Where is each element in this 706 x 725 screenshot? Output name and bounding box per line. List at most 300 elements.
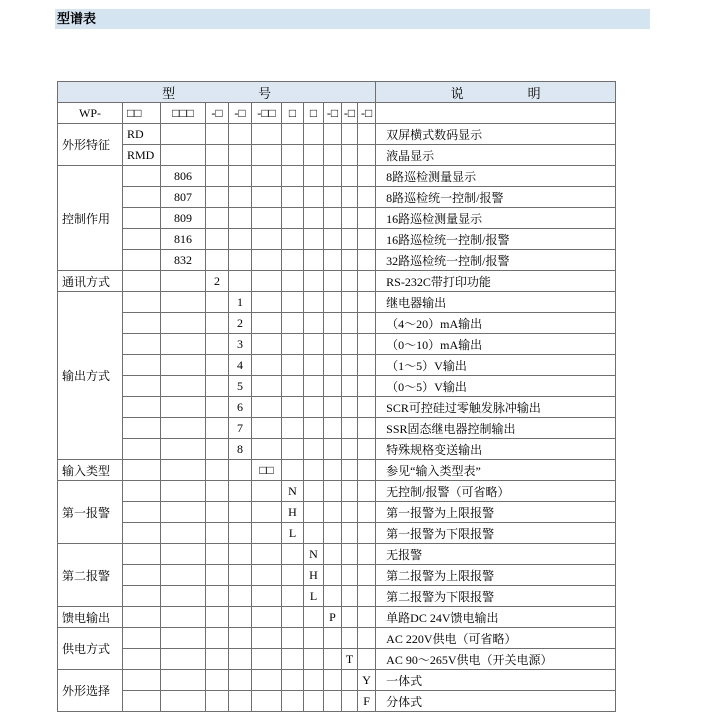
table-row — [58, 565, 616, 586]
code-cell: T — [342, 649, 358, 670]
code-cell — [282, 439, 304, 460]
code-cell — [304, 418, 324, 439]
description-cell: 无报警 — [376, 544, 616, 565]
table-row — [58, 418, 616, 439]
code-cell — [229, 586, 252, 607]
category-cell: 供电方式 — [58, 628, 123, 670]
code-cell — [252, 586, 282, 607]
page-title-bar — [55, 9, 650, 29]
code-cell — [282, 670, 304, 691]
code-cell — [342, 376, 358, 397]
table-row — [58, 166, 616, 187]
code-cell — [324, 145, 342, 166]
code-cell — [161, 313, 206, 334]
table-row — [58, 691, 616, 712]
code-cell — [252, 481, 282, 502]
code-cell — [358, 418, 376, 439]
description-cell: 第二报警为下限报警 — [376, 586, 616, 607]
code-cell — [252, 250, 282, 271]
code-cell — [358, 292, 376, 313]
code-cell — [161, 628, 206, 649]
table-row — [58, 376, 616, 397]
code-cell — [324, 229, 342, 250]
code-cell — [252, 166, 282, 187]
code-cell — [123, 439, 161, 460]
code-cell — [342, 565, 358, 586]
table-row — [58, 145, 616, 166]
code-cell — [161, 376, 206, 397]
code-cell — [161, 691, 206, 712]
code-cell — [342, 334, 358, 355]
code-cell — [161, 481, 206, 502]
code-cell: RD — [123, 124, 161, 145]
code-cell — [324, 250, 342, 271]
code-cell — [304, 187, 324, 208]
code-cell — [123, 649, 161, 670]
code-cell: 806 — [161, 166, 206, 187]
code-cell — [206, 565, 229, 586]
code-cell — [206, 544, 229, 565]
code-cell — [229, 124, 252, 145]
model-code-box-cell: -□ — [358, 103, 376, 124]
code-cell — [358, 649, 376, 670]
code-cell — [304, 460, 324, 481]
code-cell — [282, 124, 304, 145]
code-cell — [229, 166, 252, 187]
model-code-box-cell: -□ — [229, 103, 252, 124]
code-cell — [304, 523, 324, 544]
code-cell: H — [282, 502, 304, 523]
table-row — [58, 460, 616, 481]
description-cell: 液晶显示 — [376, 145, 616, 166]
code-cell — [229, 460, 252, 481]
code-cell — [206, 586, 229, 607]
code-cell — [304, 271, 324, 292]
code-cell — [304, 691, 324, 712]
code-cell: P — [324, 607, 342, 628]
code-cell — [206, 439, 229, 460]
description-cell: 第一报警为上限报警 — [376, 502, 616, 523]
description-cell: AC 90～265V供电（开关电源） — [376, 649, 616, 670]
code-cell — [229, 187, 252, 208]
table-row — [58, 670, 616, 691]
code-cell — [161, 460, 206, 481]
code-cell: L — [304, 586, 324, 607]
description-cell: AC 220V供电（可省略） — [376, 628, 616, 649]
code-cell — [324, 397, 342, 418]
code-cell — [123, 607, 161, 628]
code-cell — [304, 670, 324, 691]
code-cell — [282, 145, 304, 166]
code-cell: N — [282, 481, 304, 502]
code-cell — [252, 208, 282, 229]
code-cell — [282, 586, 304, 607]
code-cell — [123, 418, 161, 439]
code-cell — [252, 649, 282, 670]
code-cell — [282, 628, 304, 649]
code-cell — [206, 670, 229, 691]
table-row — [58, 628, 616, 649]
code-cell — [358, 439, 376, 460]
code-cell — [282, 229, 304, 250]
code-cell — [161, 124, 206, 145]
code-cell — [324, 544, 342, 565]
code-cell — [358, 481, 376, 502]
code-cell — [161, 439, 206, 460]
code-cell — [358, 544, 376, 565]
table-row — [58, 481, 616, 502]
code-cell — [123, 187, 161, 208]
code-cell — [161, 271, 206, 292]
code-cell — [282, 649, 304, 670]
code-cell — [358, 145, 376, 166]
description-cell: 继电器输出 — [376, 292, 616, 313]
description-cell: （4～20）mA输出 — [376, 313, 616, 334]
model-code-box-cell: -□ — [324, 103, 342, 124]
model-code-box-cell: -□ — [342, 103, 358, 124]
code-cell — [123, 292, 161, 313]
model-code-row — [58, 103, 616, 124]
code-cell — [282, 460, 304, 481]
code-cell — [324, 376, 342, 397]
code-cell — [252, 418, 282, 439]
table-row — [58, 334, 616, 355]
code-cell — [252, 229, 282, 250]
code-cell: 2 — [229, 313, 252, 334]
code-cell — [324, 460, 342, 481]
code-cell — [229, 628, 252, 649]
code-cell — [358, 229, 376, 250]
code-cell — [282, 250, 304, 271]
code-cell — [324, 334, 342, 355]
model-code-box-cell: -□ — [206, 103, 229, 124]
code-cell — [304, 355, 324, 376]
code-cell — [358, 334, 376, 355]
code-cell — [252, 544, 282, 565]
code-cell: 809 — [161, 208, 206, 229]
code-cell — [342, 145, 358, 166]
code-cell — [304, 250, 324, 271]
description-cell: 一体式 — [376, 670, 616, 691]
code-cell: 8 — [229, 439, 252, 460]
code-cell: 832 — [161, 250, 206, 271]
code-cell: 5 — [229, 376, 252, 397]
description-cell: 第一报警为下限报警 — [376, 523, 616, 544]
code-cell — [282, 397, 304, 418]
table-row — [58, 313, 616, 334]
code-cell — [161, 670, 206, 691]
code-cell — [229, 145, 252, 166]
code-cell — [304, 649, 324, 670]
category-cell: 输入类型 — [58, 460, 123, 481]
code-cell — [252, 628, 282, 649]
code-cell — [206, 523, 229, 544]
description-cell: 参见“输入类型表” — [376, 460, 616, 481]
code-cell — [304, 439, 324, 460]
model-prefix-cell: WP- — [58, 103, 123, 124]
code-cell — [229, 481, 252, 502]
code-cell — [206, 166, 229, 187]
code-cell — [342, 313, 358, 334]
code-cell — [324, 124, 342, 145]
table-row — [58, 397, 616, 418]
code-cell — [161, 607, 206, 628]
code-cell — [282, 565, 304, 586]
code-cell — [229, 691, 252, 712]
code-cell: Y — [358, 670, 376, 691]
code-cell — [229, 271, 252, 292]
code-cell — [358, 586, 376, 607]
code-cell — [342, 250, 358, 271]
code-cell — [229, 649, 252, 670]
code-cell — [229, 670, 252, 691]
description-cell: SSR固态继电器控制输出 — [376, 418, 616, 439]
code-cell: 7 — [229, 418, 252, 439]
code-cell — [342, 481, 358, 502]
code-cell — [123, 208, 161, 229]
code-cell — [342, 628, 358, 649]
code-cell: 3 — [229, 334, 252, 355]
code-cell — [123, 586, 161, 607]
code-cell — [252, 187, 282, 208]
code-cell — [229, 523, 252, 544]
code-cell — [123, 460, 161, 481]
table-row — [58, 208, 616, 229]
code-cell — [229, 250, 252, 271]
category-cell: 控制作用 — [58, 166, 123, 271]
code-cell — [358, 313, 376, 334]
code-cell — [358, 208, 376, 229]
code-cell — [324, 649, 342, 670]
code-cell — [324, 292, 342, 313]
description-cell: 16路巡检测量显示 — [376, 208, 616, 229]
code-cell — [342, 460, 358, 481]
code-cell — [123, 271, 161, 292]
code-cell: L — [282, 523, 304, 544]
code-cell — [206, 649, 229, 670]
code-cell — [342, 229, 358, 250]
table-row — [58, 271, 616, 292]
code-cell: N — [304, 544, 324, 565]
code-cell — [123, 250, 161, 271]
code-cell — [161, 355, 206, 376]
code-cell — [358, 166, 376, 187]
code-cell — [358, 250, 376, 271]
model-code-box-cell: □ — [304, 103, 324, 124]
code-cell — [229, 229, 252, 250]
table-row — [58, 250, 616, 271]
model-number-header: 型号 — [58, 82, 376, 103]
code-cell — [206, 460, 229, 481]
code-cell — [324, 208, 342, 229]
code-cell — [206, 502, 229, 523]
code-cell — [342, 292, 358, 313]
code-cell — [342, 502, 358, 523]
code-cell — [123, 376, 161, 397]
code-cell — [282, 355, 304, 376]
code-cell — [206, 124, 229, 145]
table-row — [58, 124, 616, 145]
code-cell — [324, 166, 342, 187]
code-cell — [358, 124, 376, 145]
code-cell — [206, 355, 229, 376]
code-cell — [123, 670, 161, 691]
code-cell — [304, 145, 324, 166]
category-cell: 外形选择 — [58, 670, 123, 712]
code-cell — [206, 607, 229, 628]
code-cell — [252, 523, 282, 544]
code-cell: H — [304, 565, 324, 586]
code-cell — [342, 586, 358, 607]
code-cell — [161, 418, 206, 439]
category-cell: 通讯方式 — [58, 271, 123, 292]
code-cell — [206, 292, 229, 313]
code-cell — [229, 502, 252, 523]
description-cell: 单路DC 24V馈电输出 — [376, 607, 616, 628]
table-row — [58, 355, 616, 376]
description-cell: 32路巡检统一控制/报警 — [376, 250, 616, 271]
code-cell: □□ — [252, 460, 282, 481]
code-cell — [123, 628, 161, 649]
code-cell — [358, 502, 376, 523]
code-cell — [252, 565, 282, 586]
code-cell — [252, 439, 282, 460]
code-cell — [123, 355, 161, 376]
code-cell — [304, 502, 324, 523]
table-row — [58, 544, 616, 565]
code-cell — [358, 523, 376, 544]
category-cell: 馈电输出 — [58, 607, 123, 628]
code-cell — [282, 292, 304, 313]
code-cell — [229, 544, 252, 565]
code-cell — [342, 166, 358, 187]
code-cell — [282, 691, 304, 712]
code-cell — [252, 691, 282, 712]
code-cell — [123, 502, 161, 523]
code-cell — [358, 271, 376, 292]
description-cell: （0～5）V输出 — [376, 376, 616, 397]
category-cell: 外形特征 — [58, 124, 123, 166]
code-cell — [123, 565, 161, 586]
description-cell: （0～10）mA输出 — [376, 334, 616, 355]
description-cell: RS-232C带打印功能 — [376, 271, 616, 292]
code-cell — [282, 271, 304, 292]
code-cell — [252, 334, 282, 355]
code-cell — [304, 166, 324, 187]
code-cell — [161, 586, 206, 607]
code-cell — [206, 187, 229, 208]
code-cell — [342, 691, 358, 712]
code-cell — [123, 313, 161, 334]
code-cell — [161, 565, 206, 586]
table-row — [58, 607, 616, 628]
code-cell — [252, 355, 282, 376]
code-cell — [304, 397, 324, 418]
page-title: 型谱表 — [57, 11, 97, 26]
description-cell — [376, 103, 616, 124]
description-cell: 8路巡检统一控制/报警 — [376, 187, 616, 208]
code-cell — [206, 334, 229, 355]
code-cell — [161, 502, 206, 523]
code-cell — [342, 397, 358, 418]
code-cell — [324, 187, 342, 208]
table-row — [58, 439, 616, 460]
category-cell: 第二报警 — [58, 544, 123, 607]
table-row — [58, 649, 616, 670]
description-cell: 16路巡检统一控制/报警 — [376, 229, 616, 250]
code-cell — [342, 607, 358, 628]
code-cell — [206, 208, 229, 229]
code-cell — [324, 523, 342, 544]
code-cell — [342, 418, 358, 439]
code-cell — [206, 376, 229, 397]
code-cell — [324, 271, 342, 292]
description-cell: 8路巡检测量显示 — [376, 166, 616, 187]
code-cell — [123, 229, 161, 250]
code-cell — [358, 607, 376, 628]
code-cell — [304, 208, 324, 229]
description-cell: SCR可控硅过零触发脉冲输出 — [376, 397, 616, 418]
code-cell — [304, 313, 324, 334]
code-cell — [304, 334, 324, 355]
code-cell — [304, 229, 324, 250]
code-cell — [252, 271, 282, 292]
description-cell: （1～5）V输出 — [376, 355, 616, 376]
code-cell — [161, 292, 206, 313]
description-cell: 特殊规格变送输出 — [376, 439, 616, 460]
code-cell — [358, 460, 376, 481]
code-cell — [324, 628, 342, 649]
table-row — [58, 229, 616, 250]
code-cell — [324, 313, 342, 334]
model-table-body — [58, 124, 616, 712]
description-cell: 无控制/报警（可省略） — [376, 481, 616, 502]
code-cell — [206, 691, 229, 712]
code-cell: 2 — [206, 271, 229, 292]
table-row — [58, 523, 616, 544]
table-header-row — [58, 82, 616, 103]
code-cell — [229, 607, 252, 628]
code-cell — [252, 607, 282, 628]
code-cell — [324, 481, 342, 502]
table-row — [58, 586, 616, 607]
code-cell — [358, 355, 376, 376]
code-cell — [282, 607, 304, 628]
description-header: 说明 — [376, 82, 616, 103]
code-cell — [324, 586, 342, 607]
code-cell — [324, 355, 342, 376]
code-cell — [161, 523, 206, 544]
model-code-box-cell: □□ — [123, 103, 161, 124]
code-cell — [252, 670, 282, 691]
code-cell — [304, 124, 324, 145]
code-cell — [123, 691, 161, 712]
code-cell — [304, 376, 324, 397]
code-cell — [161, 649, 206, 670]
code-cell — [324, 502, 342, 523]
code-cell — [229, 565, 252, 586]
code-cell — [282, 313, 304, 334]
code-cell — [282, 376, 304, 397]
code-cell — [342, 208, 358, 229]
model-code-box-cell: □□□ — [161, 103, 206, 124]
code-cell — [324, 439, 342, 460]
code-cell — [206, 229, 229, 250]
code-cell — [324, 565, 342, 586]
code-cell — [342, 523, 358, 544]
code-cell — [206, 481, 229, 502]
code-cell — [161, 544, 206, 565]
